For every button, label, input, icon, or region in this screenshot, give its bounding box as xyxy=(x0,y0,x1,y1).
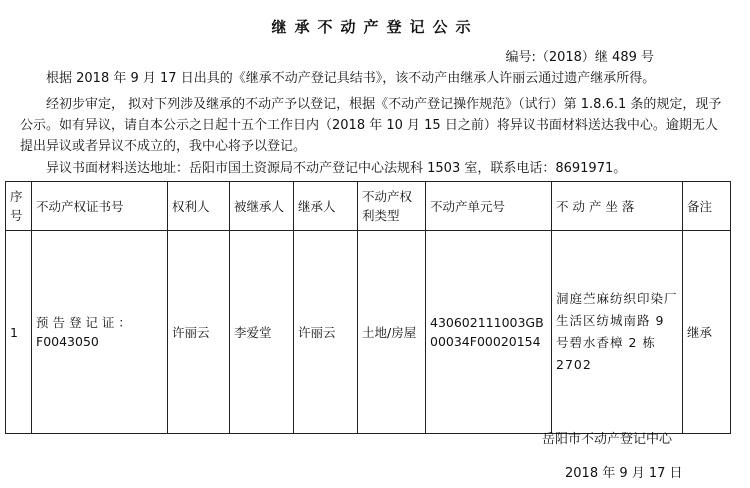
cell-remark: 继承 xyxy=(683,231,731,434)
cell-right-type: 土地/房屋 xyxy=(358,231,426,434)
document-number: 编号:（2018）继 489 号 xyxy=(505,50,654,65)
table-header-row xyxy=(6,182,731,231)
table-row xyxy=(6,231,731,434)
header-heir: 继承人 xyxy=(294,182,358,231)
cell-heir: 许丽云 xyxy=(294,231,358,434)
issuing-organization: 岳阳市不动产登记中心 xyxy=(542,432,673,447)
header-remark: 备注 xyxy=(683,182,731,231)
cell-seq: 1 xyxy=(6,231,32,434)
header-unit-no: 不动产单元号 xyxy=(426,182,552,231)
paragraph-basis: 根据 2018 年 9 月 17 日出具的《继承不动产登记具结书》，该不动产由继承人许丽云通过遗产继承所得。 xyxy=(46,71,656,86)
header-location: 不 动 产 坐 落 xyxy=(552,182,683,231)
registration-table xyxy=(5,181,731,434)
cell-cert: 预 告 登 记 证 ：F0043050 xyxy=(32,231,168,434)
header-owner: 权利人 xyxy=(168,182,230,231)
cell-decedent: 李爱堂 xyxy=(230,231,294,434)
issue-date: 2018 年 9 月 17 日 xyxy=(565,466,683,481)
paragraph-address: 异议书面材料送达地址：岳阳市国土资源局不动产登记中心法规科 1503 室，联系电话：8691971。 xyxy=(46,161,627,176)
paragraph-review: 经初步审定， 拟对下列涉及继承的不动产予以登记，根据《不动产登记操作规范》（试行）第 1.8.6.1 条的规定，现予公示。如有异议，请自本公示之日起十五个工作日内（2018 年 10 月 15 日之前）将异议书面材料送达我中心。逾期无人提出异议或者异议不成立的，我中心将予以登记。 xyxy=(20,97,722,154)
notice-title: 继承不动产登记公示 xyxy=(271,18,479,36)
cell-unit-no: 430602111003GB00034F00020154 xyxy=(426,231,552,434)
header-decedent: 被继承人 xyxy=(230,182,294,231)
header-cert: 不动产权证书号 xyxy=(32,182,168,231)
cell-location: 洞庭苎麻纺织印染厂生活区纺城南路 9 号碧水香樟 2 栋 2702 xyxy=(552,231,683,434)
header-right-type: 不动产权利类型 xyxy=(358,182,426,231)
header-seq: 序号 xyxy=(6,182,32,231)
cell-owner: 许丽云 xyxy=(168,231,230,434)
